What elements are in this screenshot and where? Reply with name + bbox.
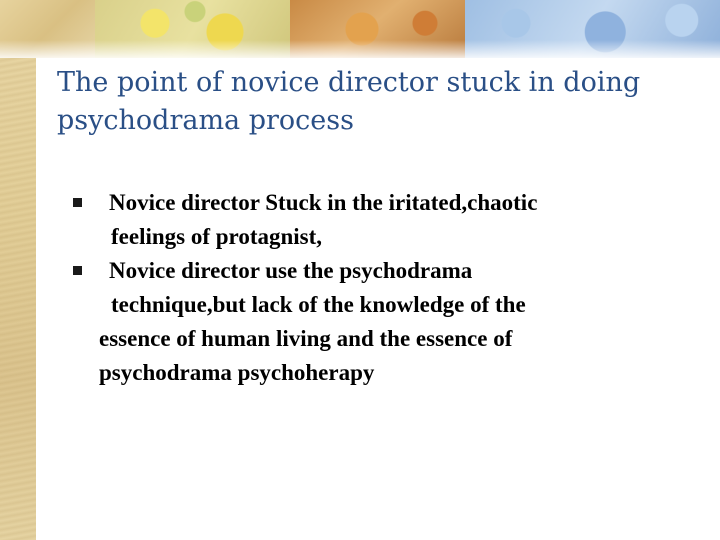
bullet-line: technique,but lack of the knowledge of the: [111, 292, 526, 317]
decorative-left-strip: [0, 0, 36, 540]
square-bullet-icon: [73, 198, 82, 207]
decorative-fade: [0, 40, 720, 58]
list-item: [64, 254, 704, 390]
decorative-top-band: [0, 0, 720, 58]
square-bullet-icon: [73, 266, 82, 275]
slide-title: The point of novice director stuck in doing psychodrama process: [57, 67, 641, 136]
bullet-line: essence of human living and the essence of: [99, 326, 513, 351]
bullet-line: psychodrama psychoherapy: [99, 360, 375, 385]
bullet-line: Novice director Stuck in the iritated,chaotic: [109, 190, 538, 215]
bullet-line: feelings of protagnist,: [111, 224, 323, 249]
bullet-line: Novice director use the psychodrama: [109, 258, 473, 283]
list-item: [64, 186, 704, 254]
bullet-list: [64, 186, 704, 390]
